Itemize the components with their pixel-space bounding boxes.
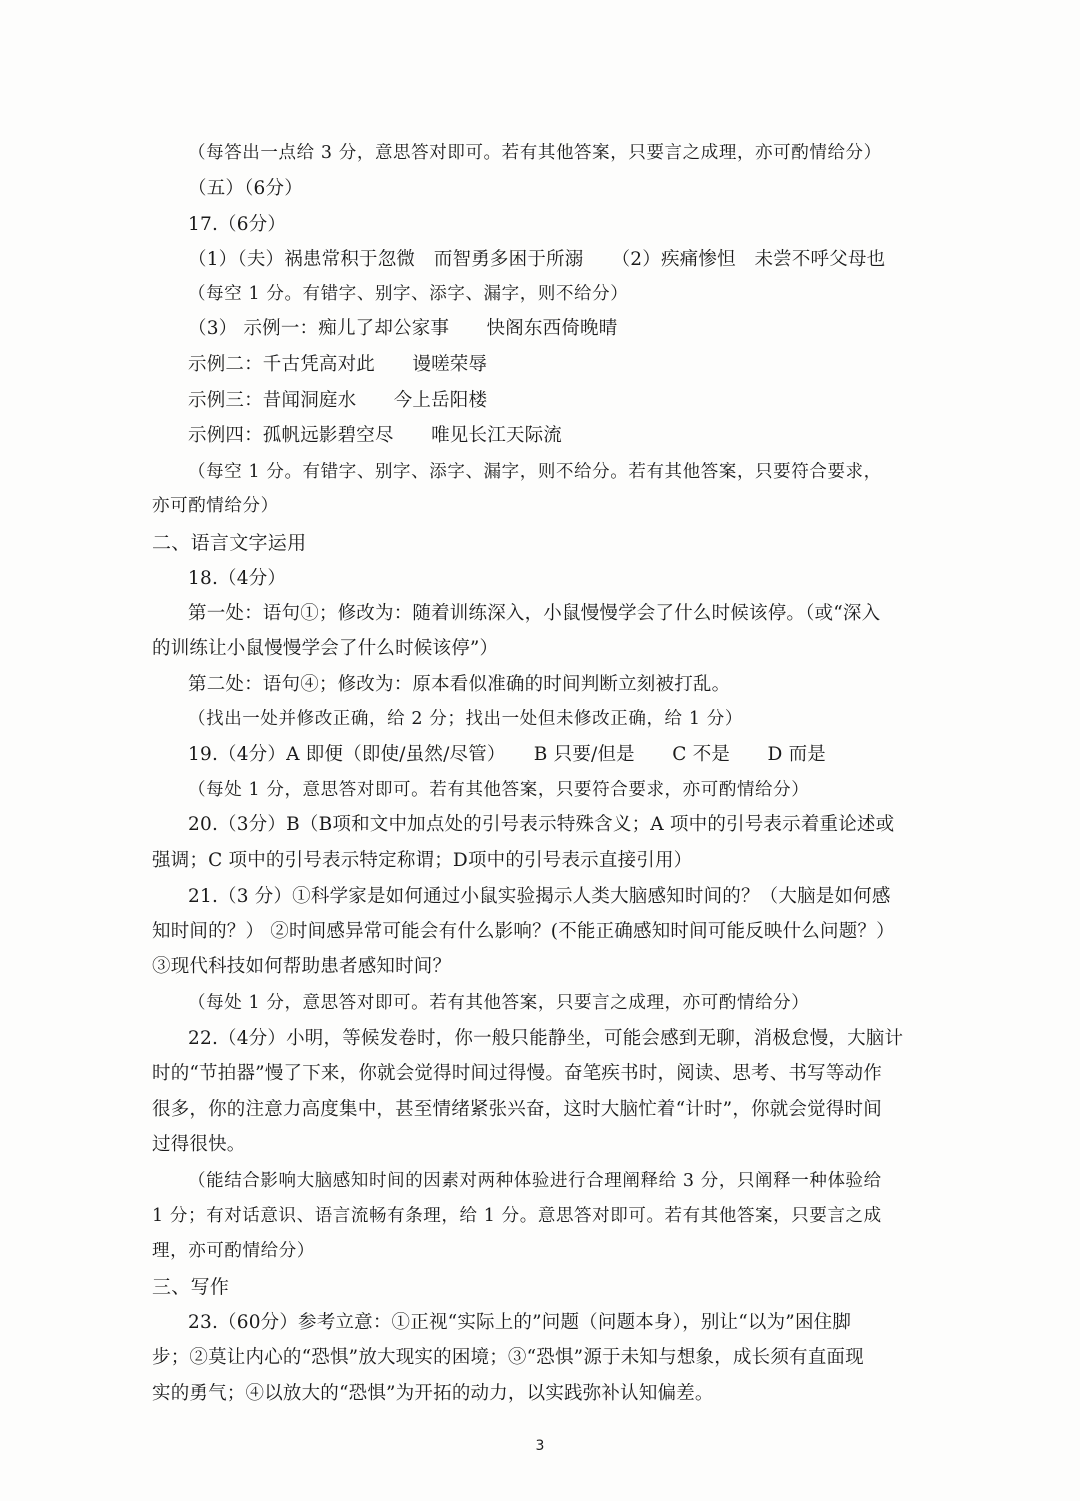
- text-line: 23.（60分）参考立意：①正视“实际上的”问题（问题本身），别让“以为”困住脚: [188, 1312, 852, 1333]
- text-line: 过得很快。: [152, 1134, 246, 1155]
- text-line: 第二处：语句④；修改为：原本看似准确的时间判断立刻被打乱。: [188, 674, 731, 695]
- text-line: 20.（3分）B（B项和文中加点处的引号表示特殊含义；A 项中的引号表示着重论述或: [188, 814, 895, 835]
- text-line: 1 分；有对话意识、语言流畅有条理，给 1 分。意思答对即可。若有其他答案，只要言之成: [152, 1206, 882, 1226]
- text-line: 示例三：昔闻洞庭水 今上岳阳楼: [188, 390, 488, 411]
- text-line: （每处 1 分，意思答对即可。若有其他答案，只要言之成理，亦可酌情给分）: [188, 993, 810, 1013]
- text-line: 18.（4分）: [188, 568, 287, 589]
- text-line: （每答出一点给 3 分，意思答对即可。若有其他答案，只要言之成理，亦可酌情给分）: [188, 143, 882, 163]
- text-line: 强调；C 项中的引号表示特定称谓；D项中的引号表示直接引用）: [152, 850, 693, 871]
- text-line: 理，亦可酌情给分）: [152, 1241, 315, 1261]
- text-line: 21.（3 分）①科学家是如何通过小鼠实验揭示人类大脑感知时间的？（大脑是如何感: [188, 886, 891, 907]
- text-line: 步；②莫让内心的“恐惧”放大现实的困境；③“恐惧”源于未知与想象，成长须有直面现: [152, 1347, 864, 1368]
- text-line: 的训练让小鼠慢慢学会了什么时候该停”）: [152, 638, 499, 659]
- text-line: 知时间的？） ②时间感异常可能会有什么影响？(不能正确感知时间可能反映什么问题？）: [152, 921, 895, 942]
- text-line: （找出一处并修改正确，给 2 分；找出一处但未修改正确，给 1 分）: [188, 709, 743, 729]
- text-line: 时的“节拍器”慢了下来，你就会觉得时间过得慢。奋笔疾书时，阅读、思考、书写等动作: [152, 1063, 882, 1084]
- text-line: ③现代科技如何帮助患者感知时间？: [152, 956, 452, 977]
- text-line: （1）（夫）祸患常积于忽微 而智勇多困于所溺 （2）疾痛惨怛 未尝不呼父母也: [188, 249, 886, 270]
- text-line: 第一处：语句①；修改为：随着训练深入，小鼠慢慢学会了什么时候该停。（或“深入: [188, 603, 881, 624]
- text-line: 示例二：千古凭高对此 谩嗟荣辱: [188, 354, 488, 375]
- text-line: 亦可酌情给分）: [152, 496, 279, 516]
- section-heading: 三、写作: [152, 1276, 230, 1298]
- text-line: 示例四：孤帆远影碧空尽 唯见长江天际流: [188, 425, 563, 446]
- text-line: （每空 1 分。有错字、别字、添字、漏字，则不给分。若有其他答案，只要符合要求，: [188, 462, 882, 482]
- section-heading: 二、语言文字运用: [152, 532, 307, 554]
- text-line: （每空 1 分。有错字、别字、添字、漏字，则不给分）: [188, 284, 629, 304]
- text-line: 很多，你的注意力高度集中，甚至情绪紧张兴奋，这时大脑忙着“计时”，你就会觉得时间: [152, 1099, 882, 1120]
- text-line: （3） 示例一：痴儿了却公家事 快阁东西倚晚晴: [188, 318, 618, 339]
- text-line: 22.（4分）小明，等候发卷时，你一般只能静坐，可能会感到无聊，消极怠慢，大脑计: [188, 1028, 904, 1049]
- text-line: 17.（6分）: [188, 214, 287, 235]
- page-number: 3: [535, 1438, 545, 1454]
- text-line: 实的勇气；④以放大的“恐惧”为开拓的动力，以实践弥补认知偏差。: [152, 1383, 714, 1404]
- text-line: （能结合影响大脑感知时间的因素对两种体验进行合理阐释给 3 分，只阐释一种体验给: [188, 1171, 882, 1191]
- text-line: （五）（6分）: [188, 178, 303, 199]
- text-line: 19.（4分）A 即便（即使/虽然/尽管） B 只要/但是 C 不是 D 而是: [188, 744, 827, 765]
- text-line: （每处 1 分，意思答对即可。若有其他答案，只要符合要求，亦可酌情给分）: [188, 780, 810, 800]
